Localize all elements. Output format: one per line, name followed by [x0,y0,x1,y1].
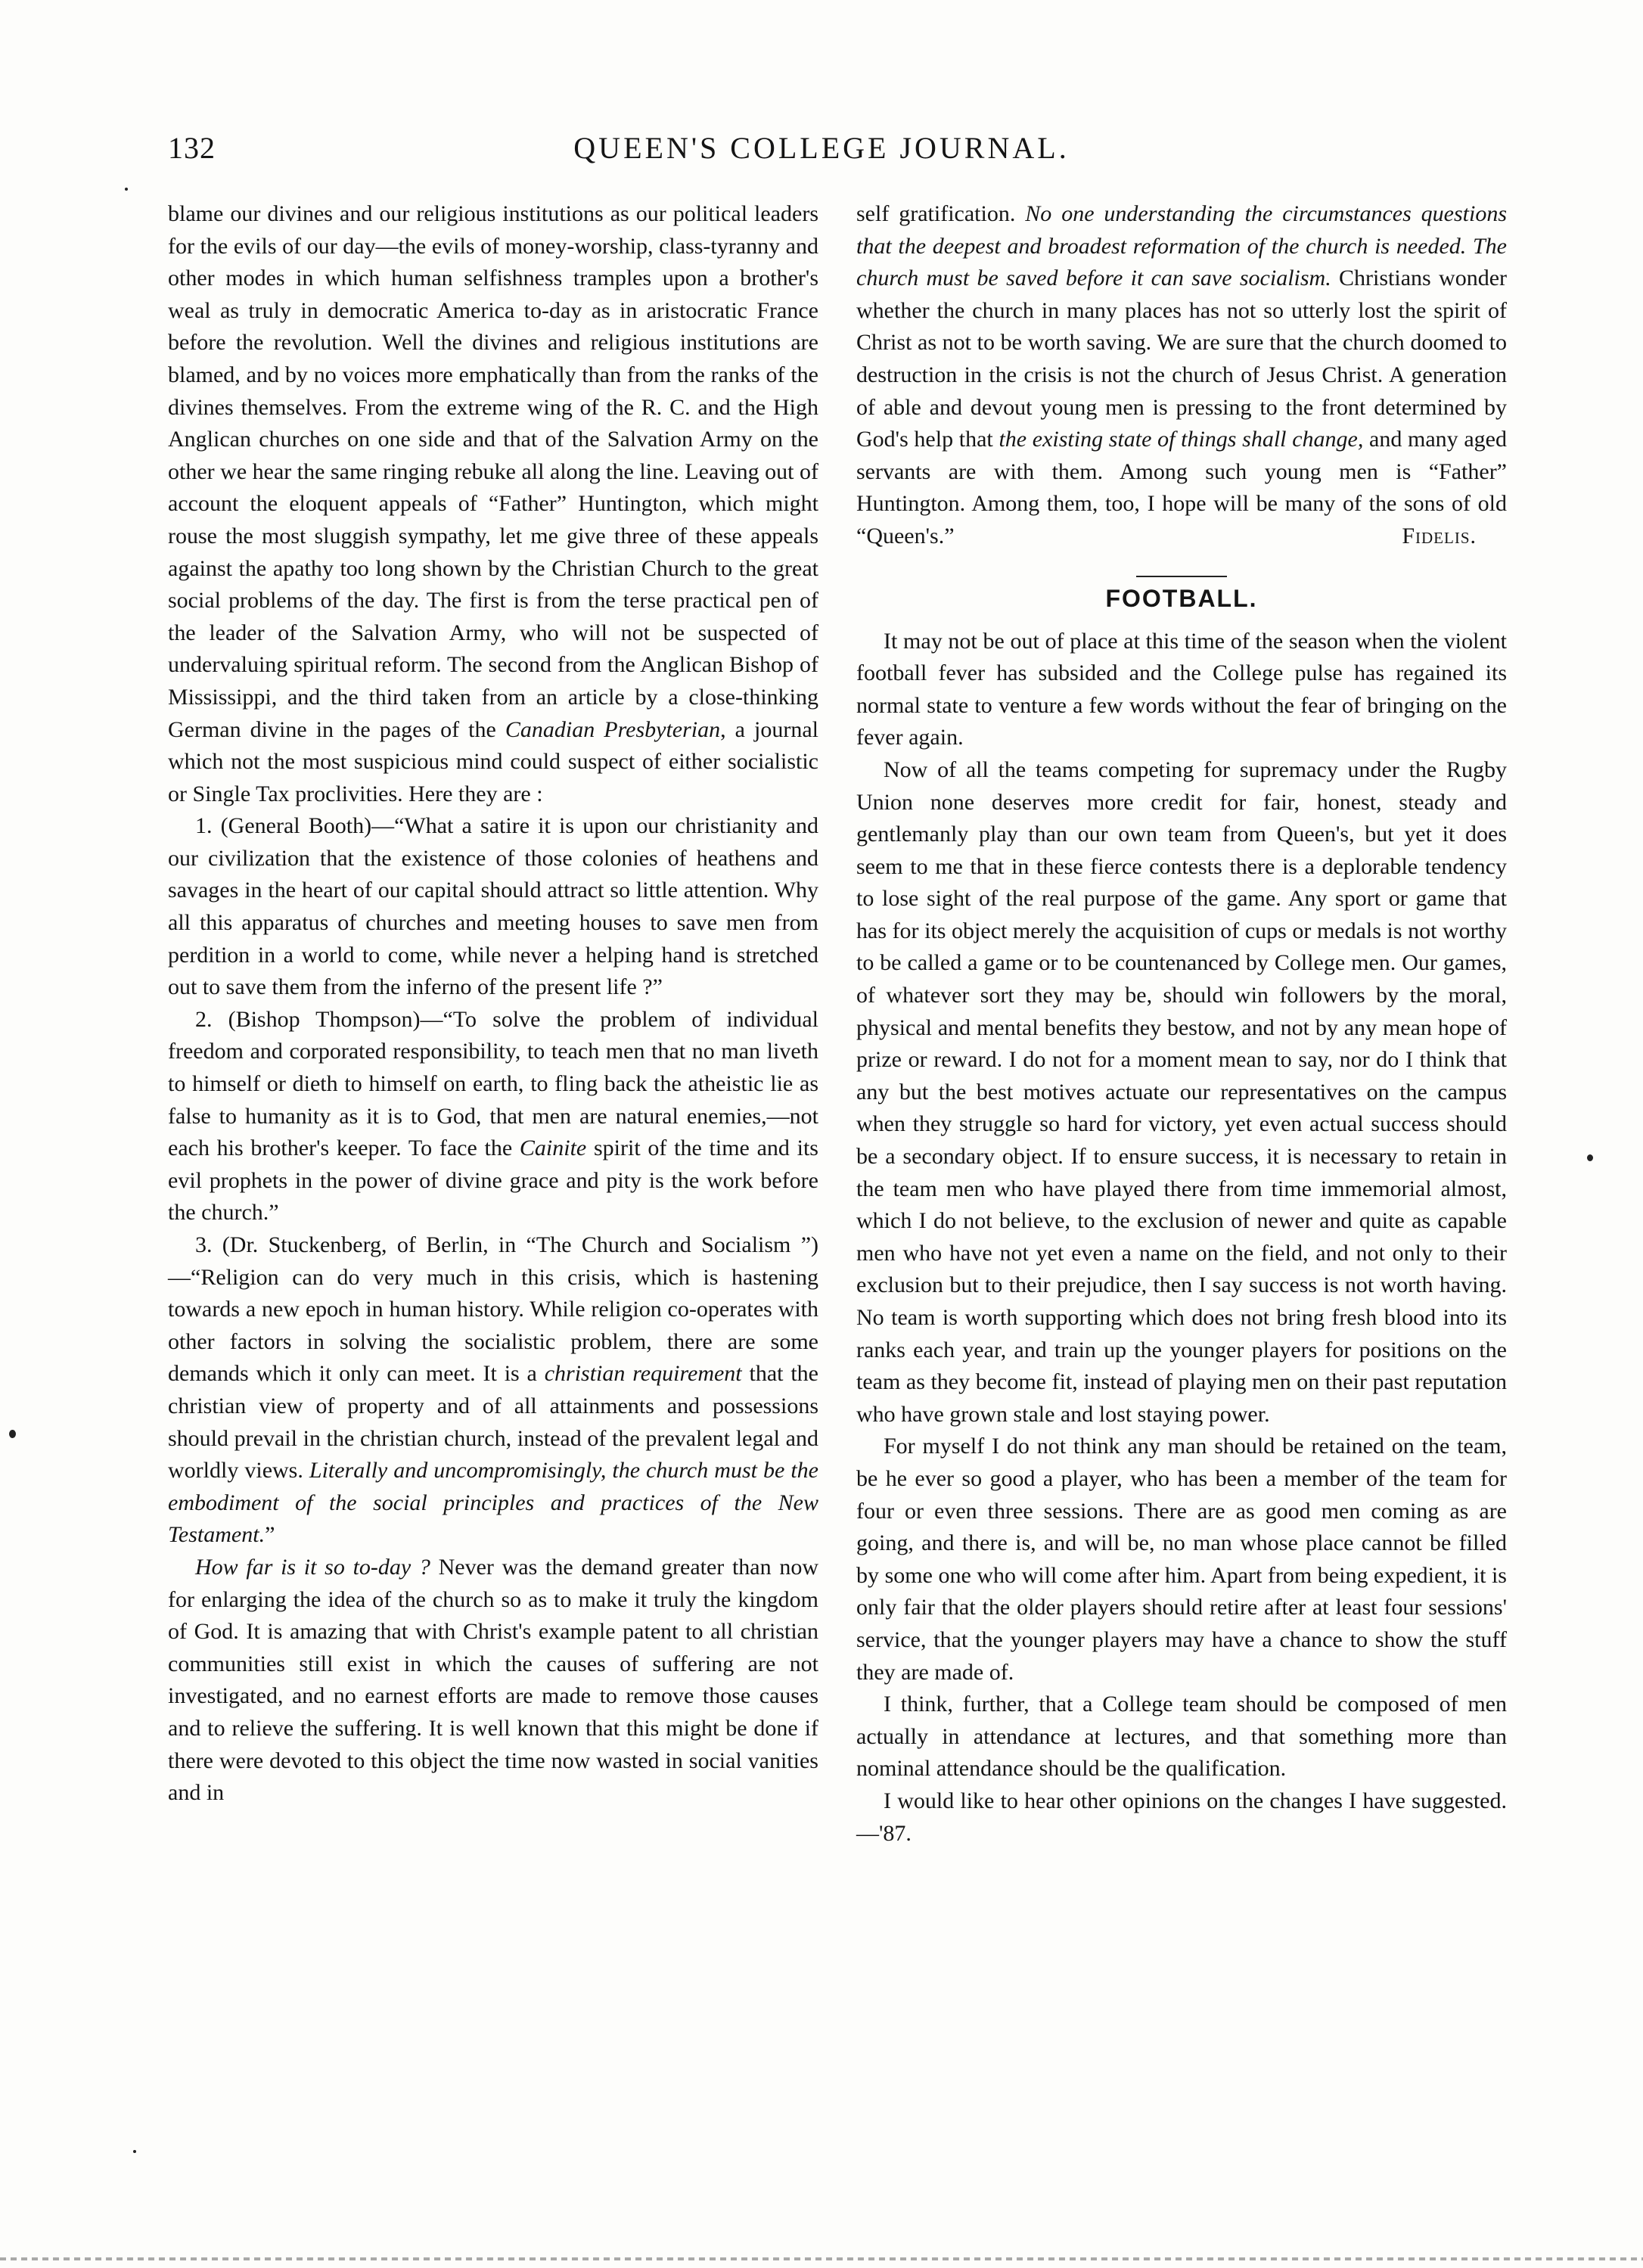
running-head: QUEEN'S COLLEGE JOURNAL. [573,131,1070,165]
quote-text: that the christian view of property and of all attainments and possessions should prevail in the christian church, instead of the prevalent legal and worldly views. [168,1361,818,1484]
quote-thompson [168,1004,818,1229]
ink-speck [9,1430,16,1438]
quote-text: 2. (Bishop Thompson)—“To solve the problem of individual freedom and corporated responsibility, to teach men that no man liveth to himself or dieth to himself on earth, to fling back the atheistic lie as false to humanity as it is to God, that men are natural enemies,—not each his brother's keeper. To face the [168,1006,818,1161]
paragraph-text: Never was the demand greater than now for enlarging the idea of the church so as to make it truly the kingdom of God. It is amazing that with Christ's example patent to all christian communities still exist in which the causes of suffering are not investigated, and no earnest efforts are made to remove those causes and to relieve the suffering. It is well known that this might be done if there were devoted to this object the time now wasted in social vanities and in [168,1554,818,1806]
italic-term: Cainite [519,1136,587,1161]
italic-term: christian requirement [544,1361,742,1387]
quote-booth: 1. (General Booth)—“What a satire it is upon our christianity and our civilization that the existence of those colonies of heathens and savages in the heart of our capital should attract so little attention. Why all this apparatus of churches and meeting houses to save men from perdition in a world to come, while never a helping hand is stretched out to save them from the inferno of the present life ?” [168,813,818,1000]
paragraph [168,198,818,810]
paragraph [168,1552,818,1810]
scan-edge [0,2257,1643,2260]
section-title: FOOTBALL. [1105,584,1258,612]
ink-speck [125,188,128,191]
paragraph: It may not be out of place at this time of the season when the violent football fever has subsided and the College pulse has regained its normal state to venture a few words without the fear of bringing on the fever again. [856,628,1507,750]
italic-passage: the existing state of things shall change, [999,427,1364,452]
quote-stuckenberg [168,1229,818,1552]
page-number: 132 [168,131,216,165]
italic-question: How far is it so to-day ? [195,1554,430,1580]
right-column [856,198,1507,1850]
journal-title: Canadian Presbyterian [505,716,721,742]
ink-speck [133,2150,136,2153]
quote-text: 3. (Dr. Stuckenberg, of Berlin, in “The Church and Socialism ”)—“Religion can do very much in this crisis, which is hastening towards a new epoch in human history. While religion co-operates with other factors in solving the socialistic problem, there are some demands which it only can meet. It is a [168,1232,818,1387]
quote-text: ” [265,1522,275,1548]
paragraph: I think, further, that a College team should be composed of men actually in attendance at lectures, and that something more than nominal attendance should be the qualification. [856,1692,1507,1782]
section-divider [1136,576,1227,577]
paragraph-text: blame our divines and our religious institutions as our political leaders for the evils of our day—the evils of money-worship, class-tyranny and other modes in which human selfishness tramples upon a brother's weal as truly in democratic America to-day as in aristocratic France before the revolution. Well the divines and religious institutions are blamed, and by no voices more emphatically than from the ranks of the divines themselves. From the extreme wing of the R. C. and the High Anglican churches on one side and that of the Salvation Army on the other we hear the same ringing rebuke all along the line. Leaving out of account the eloquent appeals of “Father” Huntington, which might rouse the most sluggish sympathy, let me give three of these appeals against the apathy too long shown by the Christian Church to the great social problems of the day. The first is from the terse practical pen of the leader of the Salvation Army, who will not be suspected of undervaluing spiritual reform. The second from the Anglican Bishop of Mississippi, and the third taken from an article by a close-thinking German divine in the pages of the [168,201,818,742]
italic-passage: No one understanding the circumstances questions that the deepest and broadest reformation of the church is needed. The church must be saved before it can save socialism. [856,201,1508,291]
paragraph-text: self gratification. [856,201,1026,226]
ink-speck [1587,1154,1593,1161]
paragraph: For myself I do not think any man should be retained on the team, be he ever so good a player, who has been a member of the team for four or even three sessions. There are as good men coming as are going, and there is, and will be, no man whose place cannot be filled by some one who will come after him. Apart from being expedient, it is only fair that the older players should retire after at least four sessions' service, that the younger players may have a chance to show the stuff they are made of. [856,1434,1507,1685]
italic-passage: Literally and uncompromisingly, the church must be the embodiment of the social principles and practices of the New Testament. [168,1458,818,1548]
paragraph: I would like to hear other opinions on the changes I have suggested.—'87. [856,1788,1507,1846]
paragraph-text: , a journal which not the most suspicious mind could suspect of either socialistic or Single Tax proclivities. Here they are : [168,716,818,806]
signature: Fidelis. [1402,523,1477,548]
paragraph-text: Christians wonder whether the church in many places has not so utterly lost the spirit of Christ as not to be worth saving. We are sure that the church doomed to destruction in the crisis is not the church of Jesus Christ. A generation of able and devout young men is pressing to the front determined by God's help that [856,266,1507,452]
left-column [168,198,818,1810]
paragraph [856,198,1507,553]
quote-text: spirit of the time and its evil prophets in the power of divine grace and pity is the work before the church.” [168,1136,818,1226]
paragraph-text: and many aged servants are with them. Among such young men is “Father” Huntington. Among them, too, I hope will be many of the sons of old “Queen's.” [856,427,1507,548]
paragraph: Now of all the teams competing for supremacy under the Rugby Union none deserves more credit for fair, honest, steady and gentlemanly play than our own team from Queen's, but yet it does seem to me that in these fierce contests there is a deplorable tendency to lose sight of the real purpose of the game. Any sport or game that has for its object merely the acquisition of cups or medals is not worthy to be called a game or to be countenanced by College men. Our games, of whatever sort they may be, should win followers by the moral, physical and mental benefits they bestow, and not by any mean hope of prize or reward. I do not for a moment mean to say, nor do I think that any but the best motives actuate our representatives on the campus when they struggle so hard for victory, yet even actual success should be a secondary object. If to ensure success, it is necessary to retain in the team men who have played there from time immemorial almost, which I do not believe, to the exclusion of newer and quite as capable men who have not yet even a name on the field, and not only to their exclusion but to their prejudice, then I say success is not worth having. No team is worth supporting which does not bring fresh blood into its ranks each year, and train up the younger players for positions on the team as they become fit, instead of playing men on their past reputation who have grown stale and lost staying power. [856,757,1507,1427]
